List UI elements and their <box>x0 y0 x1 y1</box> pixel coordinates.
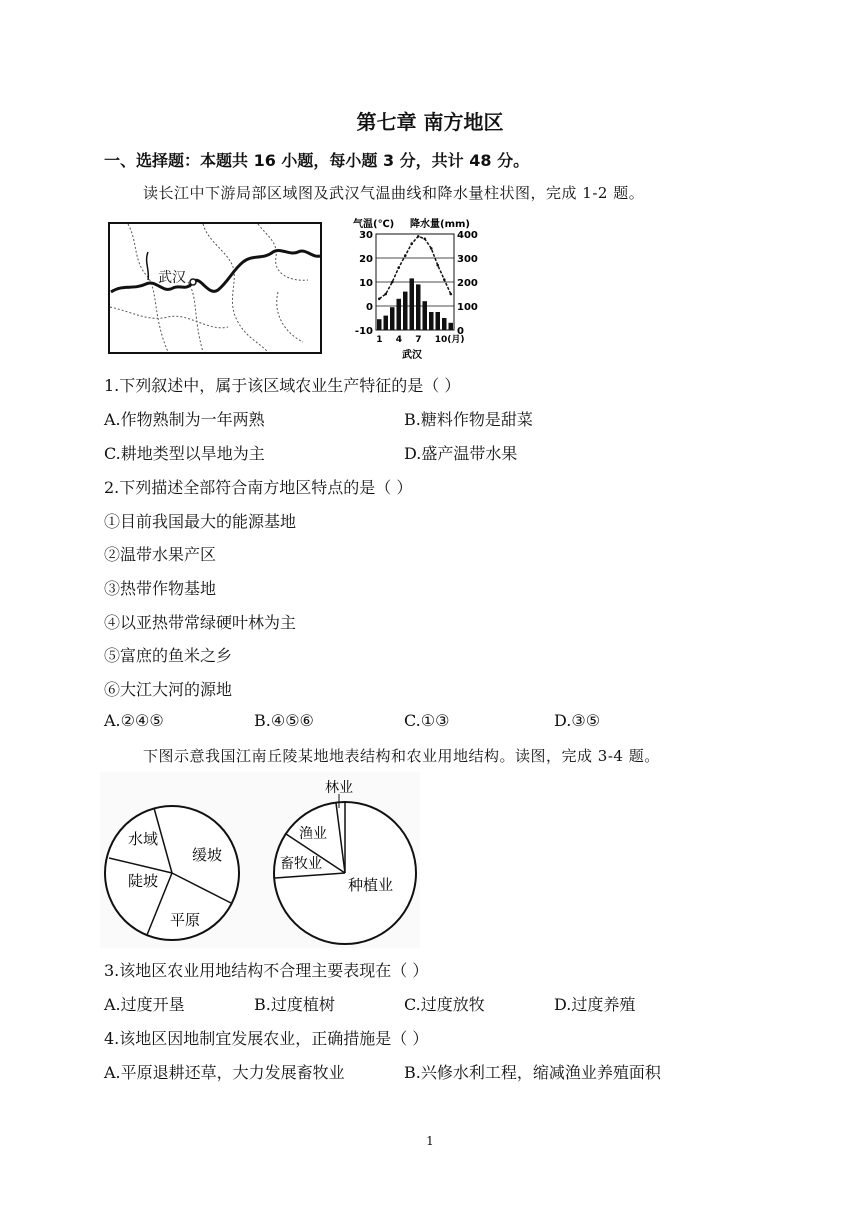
q3-option-b: B.过度植树 <box>254 995 335 1014</box>
q2-item: ②温带水果产区 <box>104 545 217 564</box>
precip-axis-label: 降水量(mm) <box>410 219 470 230</box>
temperature-point <box>378 298 381 301</box>
x-tick-label: 10(月) <box>434 335 465 345</box>
temperature-point <box>417 235 420 238</box>
map-frame <box>109 223 321 353</box>
temperature-point <box>404 254 407 257</box>
intro-1: 读长江中下游局部区域图及武汉气温曲线和降水量柱状图，完成 1-2 题。 <box>143 184 645 202</box>
precip-bar <box>449 323 454 330</box>
pie1-label-gentle-slope: 缓坡 <box>192 846 223 864</box>
precip-bar <box>429 312 434 330</box>
precip-bar <box>442 318 447 330</box>
temperature-point <box>423 238 426 241</box>
pie2-label-fishery: 渔业 <box>299 826 327 842</box>
precip-bar <box>384 316 389 330</box>
temperature-point <box>449 293 452 296</box>
q2-item: ③热带作物基地 <box>104 579 217 598</box>
precip-bar <box>423 301 428 330</box>
pie2-label-animal-husbandry: 畜牧业 <box>280 856 322 872</box>
y2-tick-label: 0 <box>457 326 464 337</box>
precip-bar <box>397 299 402 330</box>
pie1-label-water: 水域 <box>128 830 159 848</box>
pie2-label-forestry: 林业 <box>325 780 353 796</box>
y-tick-label: 0 <box>366 302 373 313</box>
temperature-point <box>397 266 400 269</box>
pie1-label-steep-slope: 陡坡 <box>128 872 159 890</box>
y2-tick-label: 400 <box>457 230 478 241</box>
q2-item: ④以亚热带常绿硬叶林为主 <box>104 613 297 632</box>
q1-option-b: B.糖料作物是甜菜 <box>404 410 533 429</box>
q2-item: ①目前我国最大的能源基地 <box>104 512 297 531</box>
y2-tick-label: 200 <box>457 278 478 289</box>
pie2-label-planting: 种植业 <box>348 876 394 894</box>
q2-option-c: C.①③ <box>404 711 450 730</box>
land-use-figure <box>100 772 420 948</box>
precip-bar <box>390 307 395 330</box>
q1-option-c: C.耕地类型以旱地为主 <box>104 444 265 463</box>
q2-stem: 2.下列描述全部符合南方地区特点的是（ ） <box>104 478 413 497</box>
page-number: 1 <box>426 1134 434 1148</box>
wuhan-marker <box>190 279 196 285</box>
q3-option-d: D.过度养殖 <box>554 995 636 1014</box>
page-title: 第七章 南方地区 <box>356 110 504 134</box>
temperature-line <box>379 236 451 298</box>
temperature-point <box>410 242 413 245</box>
y2-tick-label: 100 <box>457 302 478 313</box>
temperature-point <box>443 278 446 281</box>
q2-option-d: D.③⑤ <box>554 711 601 730</box>
y2-tick-label: 300 <box>457 254 478 265</box>
temperature-point <box>430 247 433 250</box>
q4-stem: 4.该地区因地制宜发展农业，正确措施是（ ） <box>104 1029 429 1048</box>
precip-bar <box>377 319 382 330</box>
x-tick-label: 4 <box>395 335 403 345</box>
temperature-point <box>391 281 394 284</box>
wuhan-label: 武汉 <box>158 270 186 286</box>
q1-option-a: A.作物熟制为一年两熟 <box>104 410 265 429</box>
temperature-point <box>436 264 439 267</box>
x-tick-label: 7 <box>415 335 422 345</box>
pie1-label-plain: 平原 <box>170 911 201 929</box>
q1-option-d: D.盛产温带水果 <box>404 444 518 463</box>
x-tick-label: 1 <box>376 335 383 345</box>
section-heading: 一、选择题：本题共 16 小题，每小题 3 分，共计 48 分。 <box>104 151 530 170</box>
q2-item: ⑥大江大河的源地 <box>104 680 233 699</box>
temperature-point <box>384 293 387 296</box>
chart-caption: 武汉 <box>402 350 422 361</box>
y-tick-label: -10 <box>354 326 373 337</box>
q4-option-b: B.兴修水利工程，缩减渔业养殖面积 <box>404 1063 661 1082</box>
q3-option-a: A.过度开垦 <box>104 995 185 1014</box>
q3-stem: 3.该地区农业用地结构不合理主要表现在（ ） <box>104 961 429 980</box>
q1-stem: 1.下列叙述中，属于该区域农业生产特征的是（ ） <box>104 376 461 395</box>
q3-option-c: C.过度放牧 <box>404 995 485 1014</box>
q4-option-a: A.平原退耕还草，大力发展畜牧业 <box>104 1063 345 1082</box>
q2-option-a: A.②④⑤ <box>104 711 164 730</box>
q2-item: ⑤富庶的鱼米之乡 <box>104 646 233 665</box>
q2-option-b: B.④⑤⑥ <box>254 711 314 730</box>
region-map <box>108 222 322 354</box>
y-tick-label: 30 <box>359 230 373 241</box>
precip-bar <box>403 292 408 330</box>
y-tick-label: 20 <box>359 254 373 265</box>
intro-2: 下图示意我国江南丘陵某地地表结构和农业用地结构。读图，完成 3-4 题。 <box>143 747 660 765</box>
climate-chart <box>350 214 478 362</box>
precip-bar <box>416 284 421 330</box>
precip-bar <box>436 312 441 330</box>
precip-bar <box>410 278 415 330</box>
temp-axis-label: 气温(℃) <box>353 219 395 230</box>
y-tick-label: 10 <box>359 278 373 289</box>
